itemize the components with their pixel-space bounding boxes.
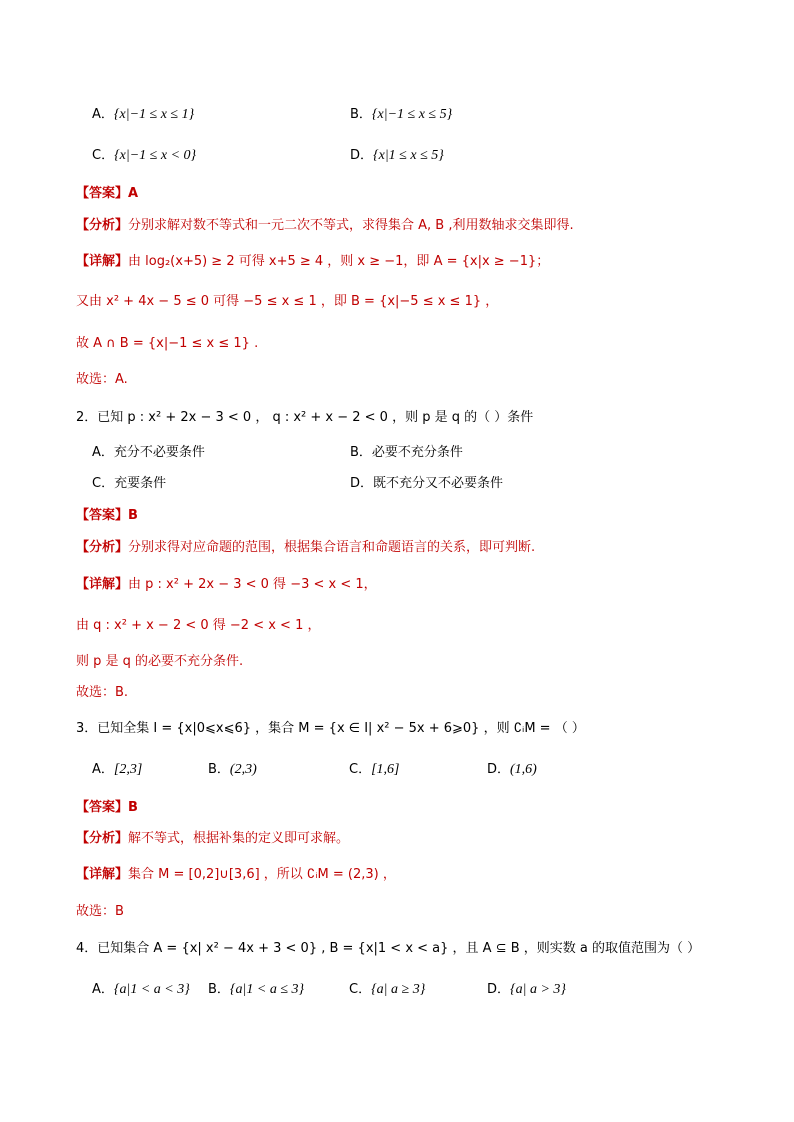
q2-detail	[76, 575, 377, 595]
q3-option-c-label: C．	[349, 762, 372, 777]
q1-option-c-label: C．	[92, 148, 115, 163]
q1-option-d-math: {x|1 ≤ x ≤ 5}	[373, 148, 444, 163]
q3-option-a-label: A．	[92, 762, 114, 777]
q1-choice: 故选：A.	[76, 372, 128, 387]
q2-analysis-tag: 【分析】	[76, 540, 129, 555]
q2-choice: 故选：B.	[76, 685, 129, 700]
q2-option-c-text: 充要条件	[114, 476, 167, 491]
q2-option-b-text: 必要不充分条件	[371, 445, 463, 460]
q2-option-b	[350, 443, 463, 463]
q1-detail-line3: 故 A ∩ B = {x|−1 ≤ x ≤ 1} .	[76, 336, 259, 351]
q4-option-c-label: C．	[349, 982, 372, 997]
q3-option-b-math: (2,3)	[229, 762, 257, 777]
q4-option-c-math: {a| a ≥ 3}	[371, 982, 426, 997]
q1-option-c-math: {x|−1 ≤ x < 0}	[114, 148, 197, 163]
q2-option-d-label: D．	[350, 476, 374, 491]
q3-option-d	[487, 760, 537, 780]
q2-detail-line1: 由 p : x² + 2x − 3 < 0 得 −3 < x < 1，	[128, 577, 377, 592]
q1-option-a	[92, 105, 194, 125]
q3-answer	[76, 798, 138, 818]
q3-analysis-text: 解不等式，根据补集的定义即可求解。	[128, 831, 350, 846]
q1-detail-line1: 由 log₂(x+5) ≥ 2 可得 x+5 ≥ 4 ，则 x ≥ −1，即 A = {x|x ≥ −1}；	[128, 254, 550, 269]
q1-analysis-text: 分别求解对数不等式和一元二次不等式，求得集合 A, B ,利用数轴求交集即得.	[128, 218, 574, 233]
q3-choice: 故选：B	[76, 904, 124, 919]
q2-option-d-text: 既不充分又不必要条件	[373, 476, 504, 491]
q3-analysis	[76, 829, 349, 849]
q2-analysis-text: 分别求得对应命题的范围，根据集合语言和命题语言的关系，即可判断.	[128, 540, 536, 555]
q3-detail	[76, 865, 396, 885]
q3-option-c-math: [1,6]	[371, 762, 400, 777]
q1-answer-value: A	[128, 186, 139, 201]
q1-detail	[76, 252, 549, 272]
q2-option-c	[92, 474, 166, 494]
q4-option-d-label: D．	[487, 982, 511, 997]
q1-option-b	[350, 105, 452, 125]
q1-option-b-label: B．	[350, 107, 372, 122]
q2-option-a-text: 充分不必要条件	[113, 445, 205, 460]
q2-answer-tag: 【答案】	[76, 508, 129, 523]
q1-option-d-label: D．	[350, 148, 374, 163]
q2-stem: 2．已知 p : x² + 2x − 3 < 0 ， q : x² + x − 2 < 0 ，则 p 是 q 的（ ）条件	[76, 410, 534, 425]
q3-detail-tag: 【详解】	[76, 867, 129, 882]
q2-analysis	[76, 538, 535, 558]
q2-option-a-label: A．	[92, 445, 114, 460]
q1-answer-tag: 【答案】	[76, 186, 129, 201]
q4-option-b	[208, 980, 304, 1000]
q4-option-a-label: A．	[92, 982, 114, 997]
q2-option-c-label: C．	[92, 476, 115, 491]
q4-stem: 4．已知集合 A = {x| x² − 4x + 3 < 0} , B = {x|1 < x < a} ，且 A ⊆ B ，则实数 a 的取值范围为（ ）	[76, 941, 701, 956]
q4-option-a	[92, 980, 190, 1000]
q2-option-d	[350, 474, 503, 494]
q4-option-d	[487, 980, 566, 1000]
q4-option-d-math: {a| a > 3}	[510, 982, 567, 997]
q3-analysis-tag: 【分析】	[76, 831, 129, 846]
q3-option-a-math: [2,3]	[113, 762, 143, 777]
q2-option-b-label: B．	[350, 445, 372, 460]
q1-option-b-math: {x|−1 ≤ x ≤ 5}	[371, 107, 453, 122]
q3-option-b	[208, 760, 257, 780]
q2-detail-line3: 则 p 是 q 的必要不充分条件.	[76, 654, 244, 669]
q4-option-a-math: {a|1 < a < 3}	[113, 982, 190, 997]
q2-answer-value: B	[128, 508, 138, 523]
q2-answer	[76, 506, 138, 526]
q3-detail-line1: 集合 M = [0,2]∪[3,6] ，所以 ∁ᵢM = (2,3) ，	[128, 867, 396, 882]
q1-analysis-tag: 【分析】	[76, 218, 129, 233]
q4-option-b-label: B．	[208, 982, 230, 997]
q1-detail-tag: 【详解】	[76, 254, 129, 269]
q3-option-d-math: (1,6)	[510, 762, 537, 777]
q3-stem: 3．已知全集 I = {x|0⩽x⩽6} ，集合 M = {x ∈ I| x² − 5x + 6⩾0} ，则 ∁ᵢM = （ ）	[76, 721, 585, 736]
q4-option-c	[349, 980, 425, 1000]
q2-detail-line2: 由 q : x² + x − 2 < 0 得 −2 < x < 1 ，	[76, 618, 321, 633]
q1-option-d	[350, 146, 444, 166]
q1-option-a-label: A．	[92, 107, 114, 122]
q2-detail-tag: 【详解】	[76, 577, 129, 592]
q1-option-a-math: {x|−1 ≤ x ≤ 1}	[113, 107, 195, 122]
q3-option-b-label: B．	[208, 762, 230, 777]
q3-option-d-label: D．	[487, 762, 511, 777]
q1-detail-line2: 又由 x² + 4x − 5 ≤ 0 可得 −5 ≤ x ≤ 1 ，即 B = {x|−5 ≤ x ≤ 1} ，	[76, 294, 499, 309]
q3-answer-value: B	[128, 800, 138, 815]
q3-option-c	[349, 760, 399, 780]
q3-answer-tag: 【答案】	[76, 800, 129, 815]
q4-option-b-math: {a|1 < a ≤ 3}	[229, 982, 305, 997]
q2-option-a	[92, 443, 205, 463]
q1-analysis	[76, 216, 574, 236]
q3-option-a	[92, 760, 142, 780]
q1-option-c	[92, 146, 196, 166]
q1-answer	[76, 184, 138, 204]
